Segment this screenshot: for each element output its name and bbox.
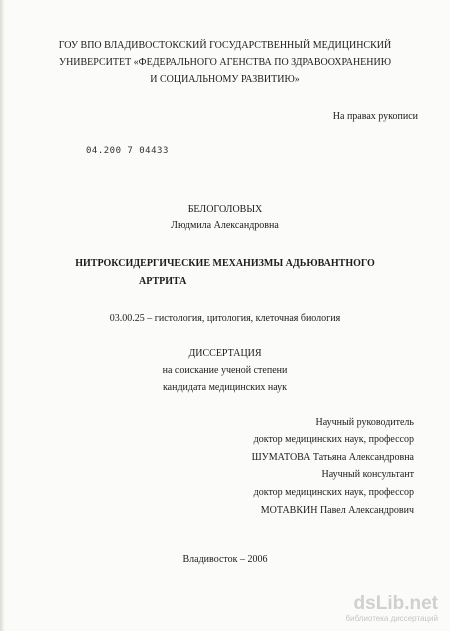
city-year: Владивосток – 2006 [182,554,268,565]
specialty-code: 03.00.25 – гистология, цитология, клеточная биология [109,313,341,324]
watermark [318,593,438,627]
degree-line-1: на соискание ученой степени [162,365,288,376]
degree-line-2: кандидата медицинских наук [162,382,288,393]
consultant-label: Научный консультант [321,469,414,480]
manuscript-note: На правах рукописи [332,111,418,122]
advisor-rank: доктор медицинских наук, профессор [253,434,414,445]
institution-line-2: УНИВЕРСИТЕТ «ФЕДЕРАЛЬНОГО АГЕНСТВА ПО ЗДРАВООХРАНЕНИЮ [58,57,392,68]
registry-code: 04.200 7 04433 [86,146,169,156]
author-surname: БЕЛОГОЛОВЫХ [187,204,263,215]
watermark-logo: dsLib.net [353,593,438,614]
watermark-subtitle: библиотека диссертаций [345,614,438,623]
institution-line-3: И СОЦИАЛЬНОМУ РАЗВИТИЮ» [150,74,300,85]
consultant-rank: доктор медицинских наук, профессор [253,487,414,498]
consultant-name: МОТАВКИН Павел Александрович [260,505,414,516]
dissertation-title-line-2: АРТРИТА [139,276,187,287]
author-name: Людмила Александровна [171,220,279,231]
advisor-label: Научный руководитель [315,417,414,428]
advisor-name: ШУМАТОВА Татьяна Александровна [251,452,414,463]
dissertation-title-line-1: НИТРОКСИДЕРГИЧЕСКИЕ МЕХАНИЗМЫ АДЬЮВАНТНОГО [75,258,375,269]
degree-type: ДИССЕРТАЦИЯ [188,348,262,359]
institution-line-1: ГОУ ВПО ВЛАДИВОСТОКСКИЙ ГОСУДАРСТВЕННЫЙ МЕДИЦИНСКИЙ [58,40,392,51]
